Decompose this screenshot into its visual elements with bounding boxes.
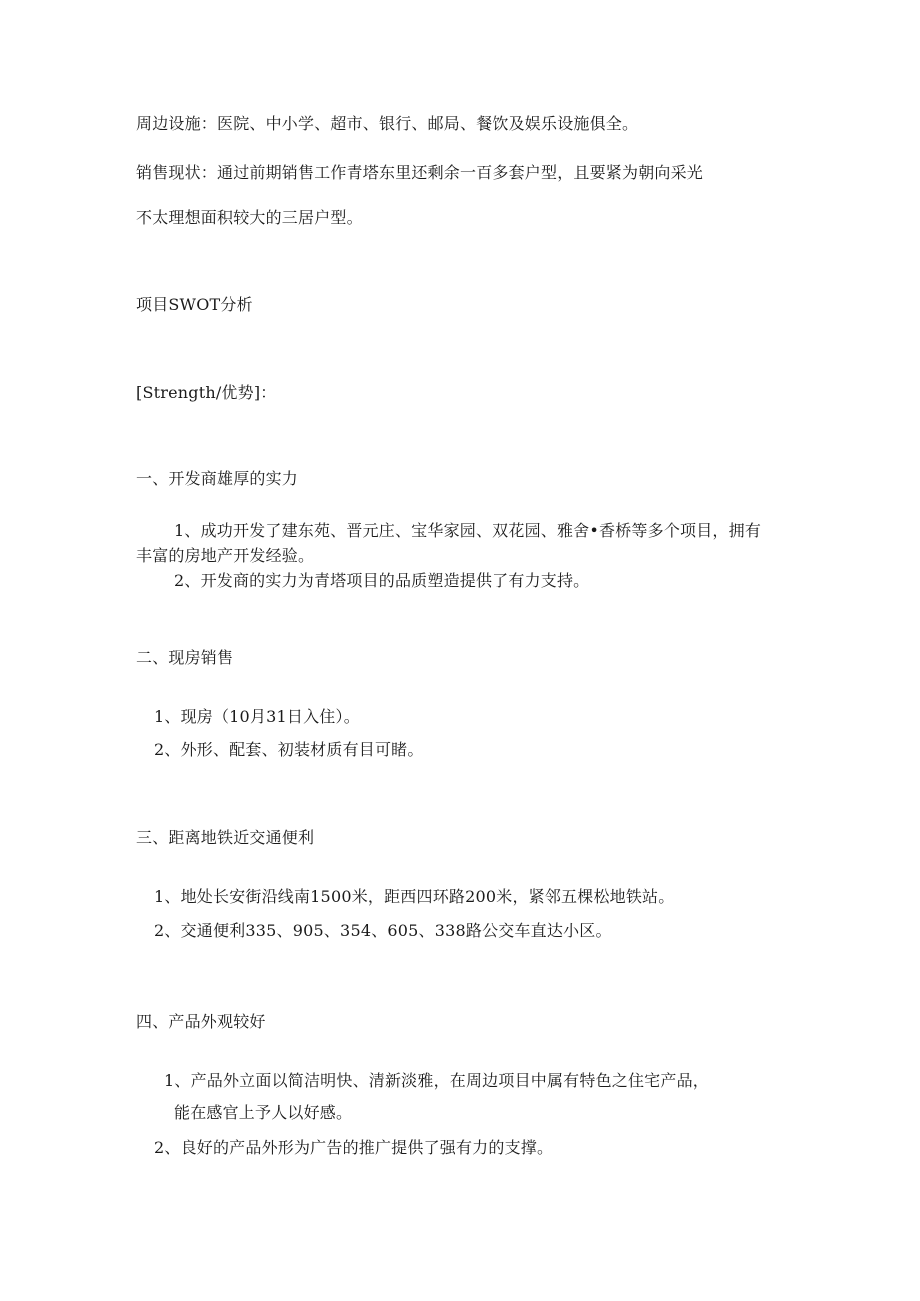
section-heading-developer: 一、开发商雄厚的实力 — [136, 469, 299, 488]
appearance-item-2: 2、良好的产品外形为广告的推广提供了强有力的支撑。 — [154, 1138, 554, 1157]
transport-item-1: 1、地处长安街沿线南1500米，距西四环路200米，紧邻五棵松地铁站。 — [154, 887, 675, 906]
swot-heading: 项目SWOT分析 — [136, 295, 253, 314]
developer-item-1: 1、成功开发了建东苑、晋元庄、宝华家园、双花园、雅舍•香桥等多个项目，拥有 — [174, 521, 762, 540]
appearance-item-1: 1、产品外立面以简洁明快、清新淡雅，在周边项目中属有特色之住宅产品， — [164, 1071, 709, 1090]
strength-heading: [Strength/优势]： — [136, 383, 277, 402]
transport-item-2: 2、交通便利335、905、354、605、338路公交车直达小区。 — [154, 921, 612, 940]
developer-item-1-continued: 丰富的房地产开发经验。 — [136, 546, 315, 565]
developer-item-2: 2、开发商的实力为青塔项目的品质塑造提供了有力支持。 — [174, 571, 590, 590]
appearance-item-1-continued: 能在感官上予人以好感。 — [174, 1103, 353, 1122]
sales-status-text-continued: 不太理想面积较大的三居户型。 — [136, 208, 363, 227]
surrounding-facilities-text: 周边设施：医院、中小学、超市、银行、邮局、餐饮及娱乐设施俱全。 — [136, 114, 639, 133]
ready-housing-item-2: 2、外形、配套、初装材质有目可睹。 — [154, 740, 424, 759]
ready-housing-item-1: 1、现房（10月31日入住）。 — [154, 707, 360, 726]
sales-status-text: 销售现状：通过前期销售工作青塔东里还剩余一百多套户型，且要紧为朝向采光 — [136, 163, 704, 182]
section-heading-ready-housing: 二、现房销售 — [136, 648, 234, 667]
section-heading-appearance: 四、产品外观较好 — [136, 1012, 266, 1031]
section-heading-transport: 三、距离地铁近交通便利 — [136, 828, 315, 847]
